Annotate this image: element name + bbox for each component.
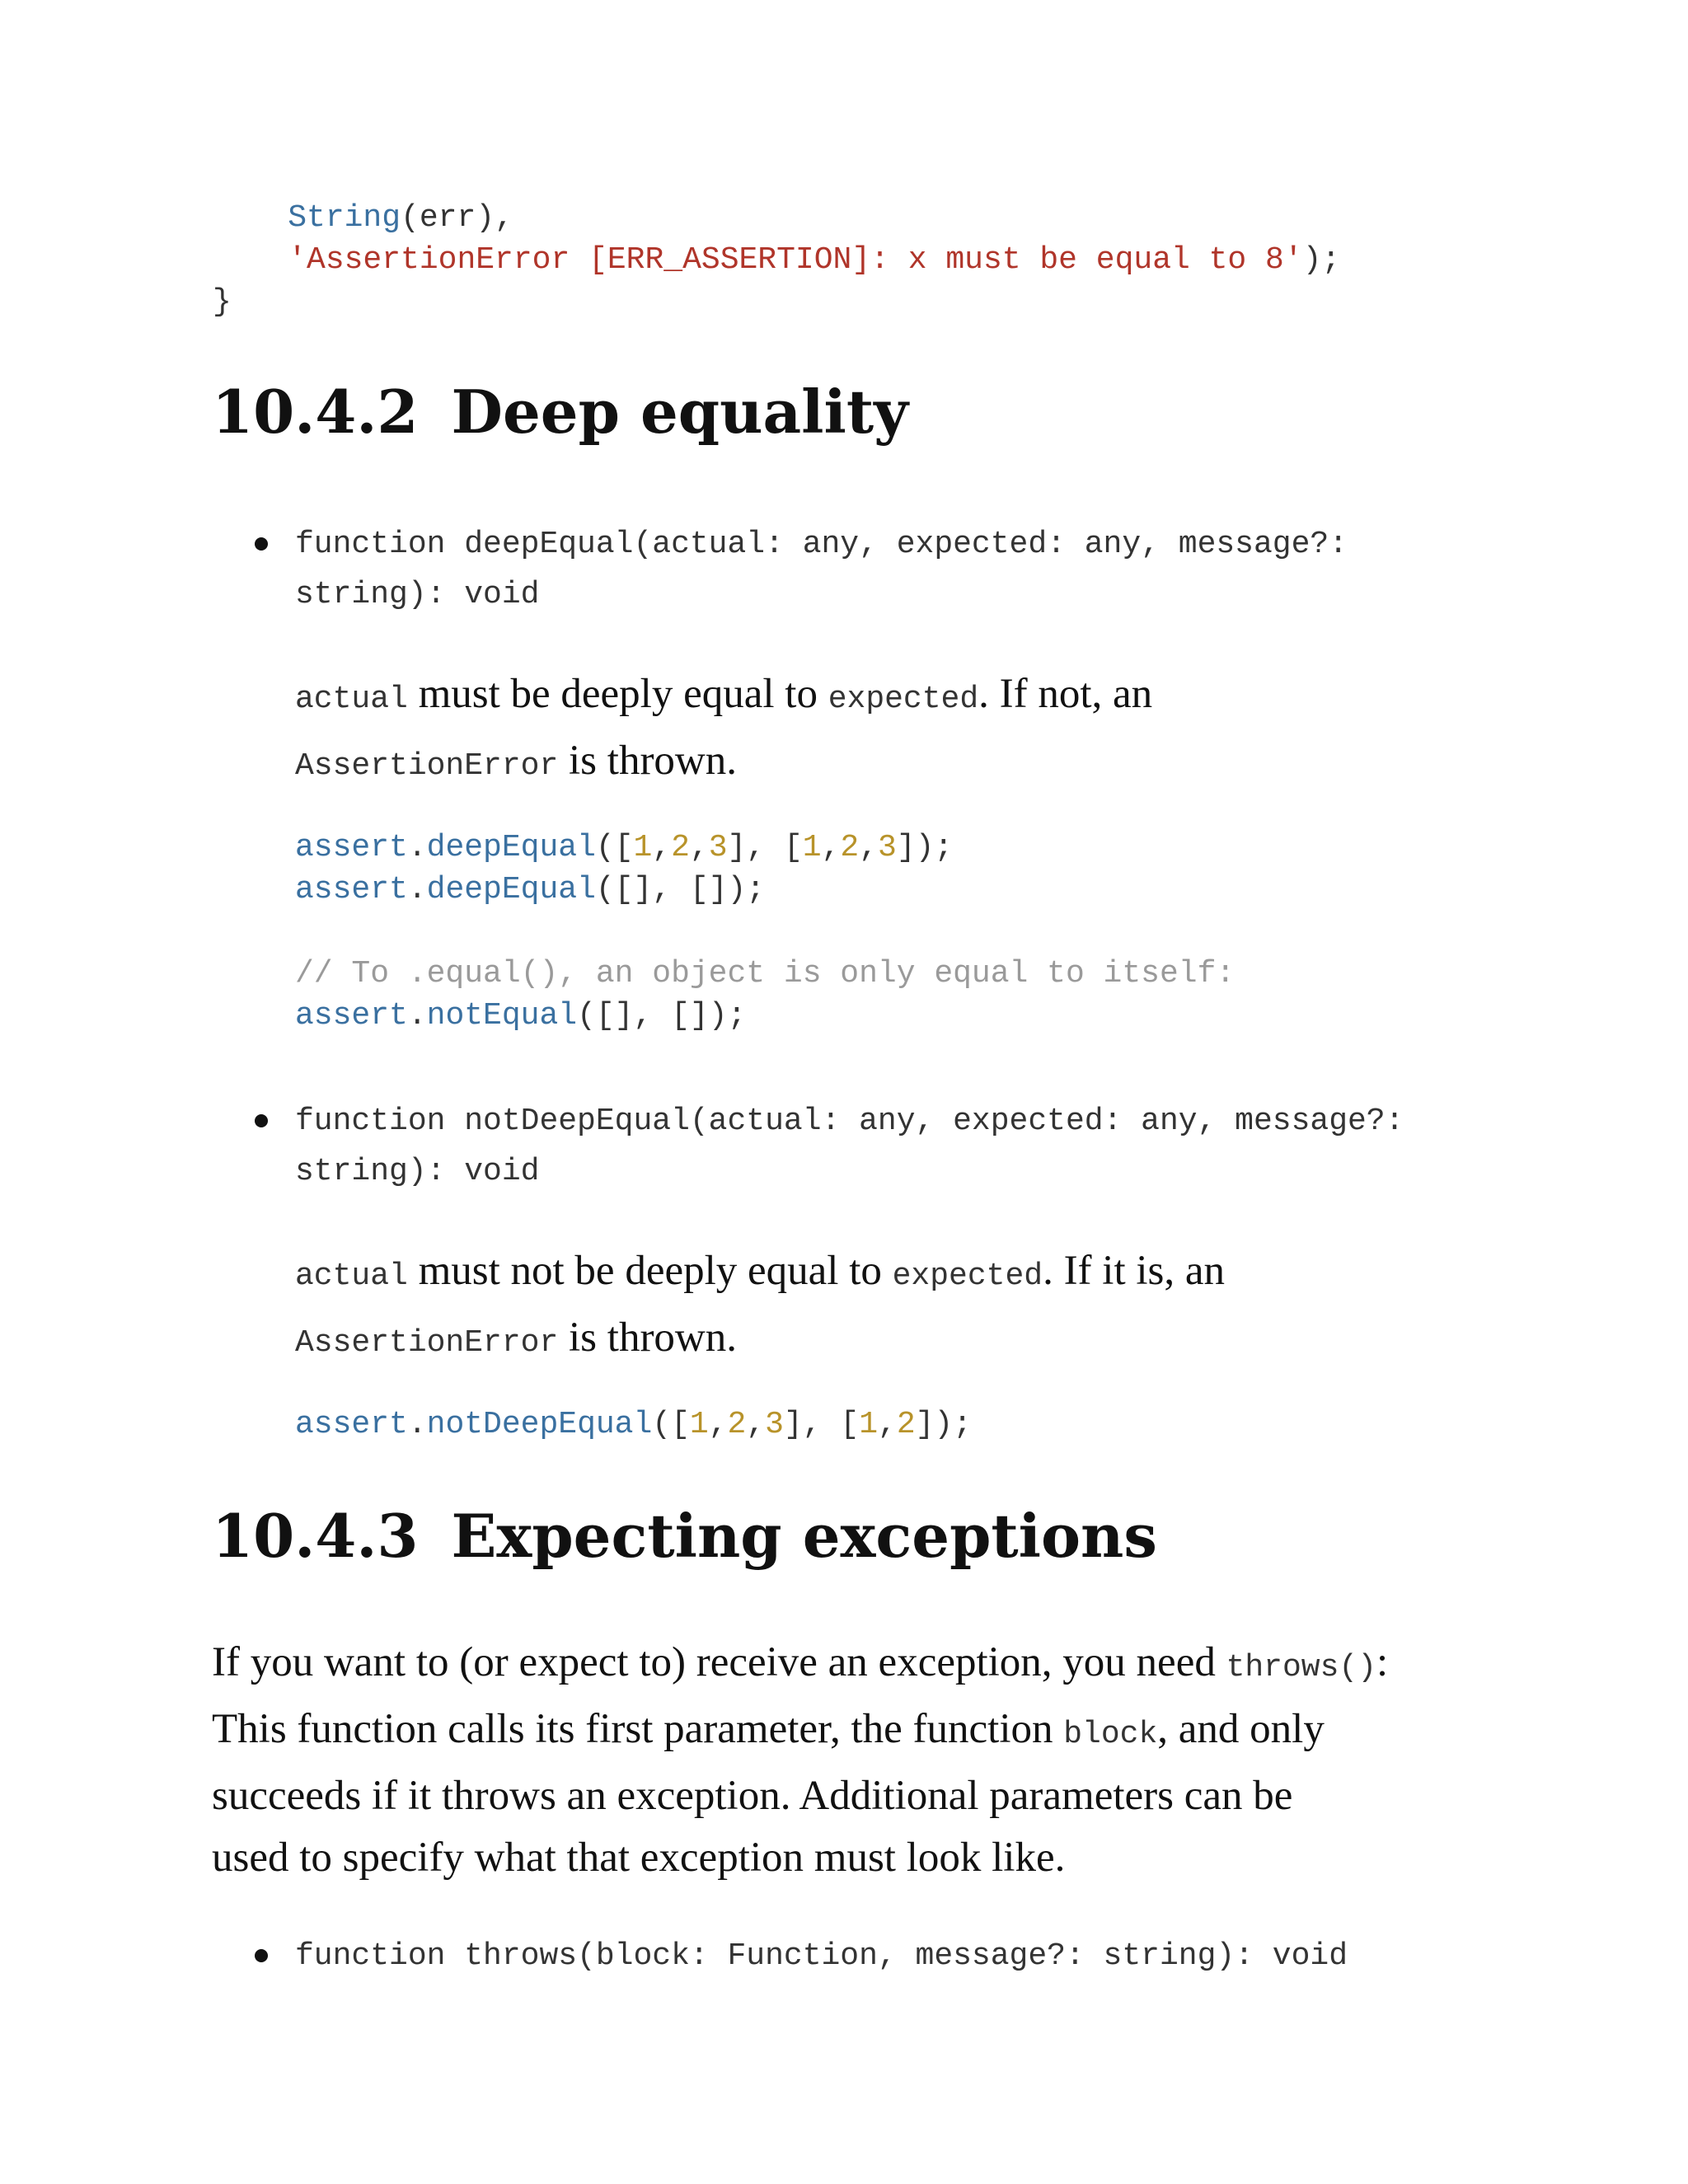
- function-signature-notdeepequal: function notDeepEqual(actual: any, expected: any, message?: string): void: [295, 1104, 1404, 1189]
- section-heading-deep-equality: [212, 375, 908, 449]
- bullet-icon: [255, 1114, 268, 1127]
- function-signature-deepequal: function deepEqual(actual: any, expected: any, message?: string): void: [295, 527, 1348, 612]
- section-title: Deep equality: [451, 377, 908, 447]
- code-line: }: [213, 284, 232, 320]
- section-number: 10.4.3: [212, 1501, 419, 1571]
- description-notdeepequal: actual must not be deeply equal to expected. If it is, an AssertionError is thrown.: [295, 1248, 1226, 1361]
- code-block-notdeepequal-example: [295, 1404, 972, 1446]
- code-line: 'AssertionError [ERR_ASSERTION]: x must be equal to 8');: [288, 242, 1341, 278]
- code-comment: // To .equal(), an object is only equal to itself:: [295, 956, 1236, 991]
- section-heading-expecting-exceptions: [212, 1499, 1157, 1573]
- bullet-icon: [255, 1949, 268, 1962]
- section-number: 10.4.2: [212, 377, 419, 447]
- code-line: assert.notEqual([], []);: [295, 998, 747, 1033]
- section-title: Expecting exceptions: [451, 1501, 1157, 1571]
- code-line: assert.notDeepEqual([1,2,3], [1,2]);: [295, 1407, 973, 1442]
- bullet-icon: [255, 537, 268, 551]
- code-block-deepequal-examples: [295, 827, 1235, 1037]
- description-deepequal: actual must be deeply equal to expected. If not, an AssertionError is thrown.: [295, 671, 1153, 784]
- function-signature-throws: function throws(block: Function, message?: string): void: [295, 1938, 1348, 1974]
- code-line: assert.deepEqual([], []);: [295, 872, 766, 907]
- paragraph-throws-intro: If you want to (or expect to) receive an exception, you need throws(): This function calls its first parameter, the function block, and only succeeds if it throws an exception. Additional parameters can be used to specify what that exception must look like.: [212, 1639, 1389, 1881]
- code-line: String(err),: [288, 200, 513, 236]
- code-block-assertion-message: [213, 197, 1340, 323]
- code-line: assert.deepEqual([1,2,3], [1,2,3]);: [295, 830, 954, 865]
